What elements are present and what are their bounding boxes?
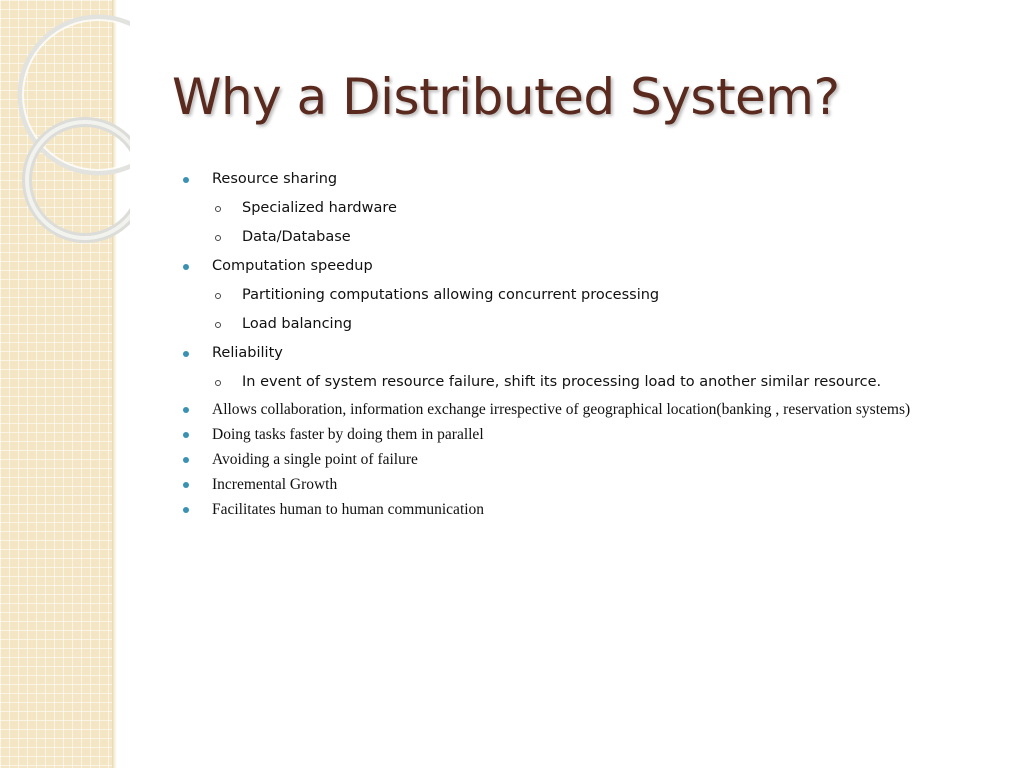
list-item [180, 339, 1010, 368]
list-item [180, 252, 1010, 281]
list-item [180, 422, 1010, 447]
bullet-dot-icon [183, 407, 189, 413]
list-item [180, 165, 1010, 194]
bullet-text: Partitioning computations allowing concurrent processing [242, 287, 660, 303]
bullet-dot-icon [183, 264, 189, 270]
list-item [180, 223, 1010, 252]
list-item [180, 310, 1010, 339]
bullet-text: Data/Database [242, 229, 351, 245]
bullet-ring-icon [215, 322, 221, 328]
list-item [180, 281, 1010, 310]
bullet-text: Load balancing [242, 316, 352, 332]
bullet-ring-icon [215, 206, 221, 212]
bullet-ring-icon [215, 235, 221, 241]
bullet-text: Facilitates human to human communication [212, 501, 485, 518]
bullet-list [180, 165, 1010, 522]
bullet-text: Avoiding a single point of failure [212, 451, 418, 468]
bullet-dot-icon [183, 482, 189, 488]
bullet-dot-icon [183, 457, 189, 463]
bullet-text: Allows collaboration, information exchange irrespective of geographical location(banking , reservation systems) [212, 401, 911, 418]
bullet-dot-icon [183, 432, 189, 438]
bullet-dot-icon [183, 507, 189, 513]
bullet-text: Doing tasks faster by doing them in parallel [212, 426, 484, 443]
bullet-ring-icon [215, 380, 221, 386]
slide-title: Why a Distributed System? [172, 68, 840, 126]
bullet-text: In event of system resource failure, shift its processing load to another similar resource. [242, 374, 882, 390]
list-item [180, 472, 1010, 497]
bullet-text: Specialized hardware [242, 200, 397, 216]
bullet-text: Resource sharing [212, 171, 338, 187]
list-item [180, 194, 1010, 223]
bullet-text: Computation speedup [212, 258, 373, 274]
bullet-text: Incremental Growth [212, 476, 338, 493]
bullet-ring-icon [215, 293, 221, 299]
bullet-dot-icon [183, 177, 189, 183]
decorative-rings [0, 0, 130, 260]
list-item [180, 447, 1010, 472]
list-item [180, 497, 1010, 522]
bullet-dot-icon [183, 351, 189, 357]
bullet-text: Reliability [212, 345, 283, 361]
list-item [180, 368, 1010, 397]
list-item [180, 397, 1010, 422]
